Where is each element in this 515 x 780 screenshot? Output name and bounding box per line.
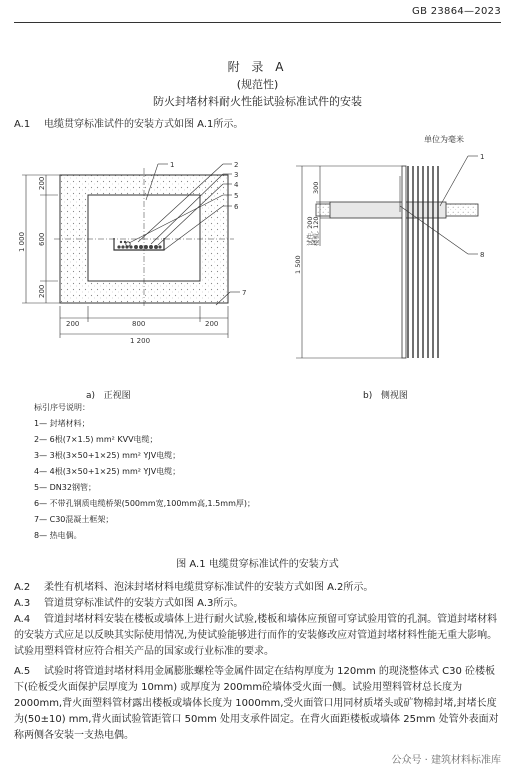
appendix-title: 附 录 A (227, 60, 288, 74)
clause-text: 电缆贯穿标准试件的安装方式如图 A.1所示。 (44, 119, 244, 130)
clause-text: 试验时将管道封堵材料用金属膨胀螺栓等金属件固定在结构厚度为 120mm 的现浇整体式 C30 砼楼板下(砼板受火面保护层厚度为 10mm) 或厚度为 200mm砼墙体受火面一侧。试验用塑料管材总长度为 2000mm,背火面塑料管材露出楼板或墙体长度为 1000mm,受火面管口用同材质堵头或矿物棉封堵,封堵长度为(50±10) mm,背火面试验管距管口 50mm 处用支承件固定。在背火面距楼板或墙体 25mm 处管外表面对称两侧各安装一支热电偶。 (14, 666, 499, 741)
clause-number: A.4 (14, 614, 31, 625)
vertical-cables (408, 166, 438, 358)
front-caption-text: 正视图 (103, 391, 131, 401)
legend-item: 2— 6根(7×1.5) mm² KVV电缆； (34, 435, 158, 444)
figure-title: 图 A.1 电缆贯穿标准试件的安装方式 (176, 559, 339, 570)
dim-bottom-margin: 200 (38, 284, 46, 298)
clause-text: 柔性有机堵料、泡沫封堵材料电缆贯穿标准试件的安装方式如图 A.2所示。 (44, 582, 374, 593)
legend-item: 7— C30混凝土框架； (34, 515, 114, 524)
front-caption-letter: a) (86, 391, 96, 401)
side-view-drawing (272, 146, 498, 370)
clause-a2 (14, 580, 503, 596)
clause-text: 管道贯穿标准试件的安装方式如图 A.3所示。 (44, 598, 244, 609)
side-caption-text: 侧视图 (380, 391, 408, 401)
callout-3: 3 (234, 171, 239, 179)
clause-a3 (14, 596, 503, 612)
callout-4: 4 (234, 181, 239, 189)
appendix-heading: 防火封堵材料耐火性能试验标准试件的安装 (153, 95, 362, 108)
clause-number: A.1 (14, 119, 31, 130)
legend (34, 400, 255, 544)
side-callout-1: 1 (480, 153, 485, 161)
clause-a4 (14, 612, 503, 660)
callout-2: 2 (234, 161, 239, 169)
legend-title: 标引序号说明： (34, 403, 90, 412)
unit-note: 单位为毫米 (424, 135, 464, 144)
watermark: 公众号 · 建筑材料标准库 (391, 755, 501, 766)
legend-item: 4— 4根(3×50+1×25) mm² YJV电缆； (34, 467, 181, 476)
callout-5: 5 (234, 192, 239, 200)
side-caption-letter: b) (363, 391, 373, 401)
callout-6: 6 (234, 203, 239, 211)
legend-item: 5— DN32钢管； (34, 483, 96, 492)
dim-left-margin: 200 (66, 320, 80, 328)
side-view-caption (363, 388, 408, 401)
appendix-subtitle: (规范性) (236, 78, 279, 91)
clause-number: A.2 (14, 582, 31, 593)
dim-protrusion: 300 (312, 181, 320, 194)
clause-number: A.5 (14, 666, 31, 677)
dim-specimen: 试件, 200 (306, 216, 314, 246)
dim-opening-width: 800 (132, 320, 146, 328)
legend-item: 6— 不带孔钢质电缆桥架(500mm宽,100mm高,1.5mm厚)； (34, 499, 255, 508)
cable-tray-side (402, 166, 406, 358)
dim-right-margin: 200 (205, 320, 219, 328)
clause-a5 (14, 664, 503, 744)
clause-a1 (14, 117, 503, 133)
legend-item: 3— 3根(3×50+1×25) mm² YJV电缆； (34, 451, 181, 460)
dim-opening-height: 600 (38, 232, 46, 246)
clause-text: 管道封堵材料安装在楼板或墙体上进行耐火试验,楼板和墙体应预留可穿试验用管的孔洞。管道封堵材料的安装方式应足以反映其实际使用情况,为使试验能够进行而作的安装修改应对管道封堵材料性能无重大影响。试验用塑料管材应符合相关产品的国家或行业标准的要求。 (14, 614, 498, 657)
header-rule (14, 22, 501, 23)
dim-total-width: 1 200 (130, 337, 151, 345)
dim-top-margin: 200 (38, 176, 46, 190)
callout-1: 1 (170, 161, 175, 169)
front-view-drawing (18, 150, 248, 350)
dim-total-height: 1 000 (18, 231, 26, 252)
legend-item: 1— 封堵材料； (34, 419, 90, 428)
clause-number: A.3 (14, 598, 31, 609)
legend-item: 8— 热电偶。 (34, 531, 82, 540)
dim-slab: 楼板, 120 (312, 216, 320, 246)
standard-number: GB 23864—2023 (412, 6, 501, 17)
callout-7: 7 (242, 289, 247, 297)
dim-side-total: 1 500 (294, 255, 302, 274)
side-callout-8: 8 (480, 251, 485, 259)
